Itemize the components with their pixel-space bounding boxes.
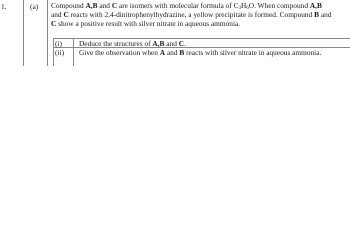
part-label: (a): [30, 2, 39, 11]
stem-line-3: C show a positive result with silver nitrate in aqueous ammonia.: [51, 19, 241, 28]
subpart-label: (ii): [55, 48, 65, 57]
question-number: 1.: [1, 2, 7, 11]
stem-line-2: and C reacts with 2,4-dinitrophenylhydrazine, a yellow precipitate is formed. Compound B and: [51, 10, 332, 19]
subpart-left-border: [53, 38, 54, 66]
exam-question-page: [0, 0, 350, 66]
question-stem: [51, 1, 348, 28]
subpart-label: (i): [55, 39, 62, 48]
subpart-label-divider: [73, 38, 74, 66]
subpart-text: Deduce the structures of A,B and C.: [79, 39, 186, 48]
part-divider: [47, 0, 48, 66]
question-number-divider: [23, 0, 24, 66]
stem-line-1: Compound A,B and C are isomers with molecular formula of $C_3H_6O$. When compound A,B: [51, 1, 322, 11]
subpart-text: Give the observation when A and B reacts with silver nitrate in aqueous ammonia.: [79, 48, 322, 57]
